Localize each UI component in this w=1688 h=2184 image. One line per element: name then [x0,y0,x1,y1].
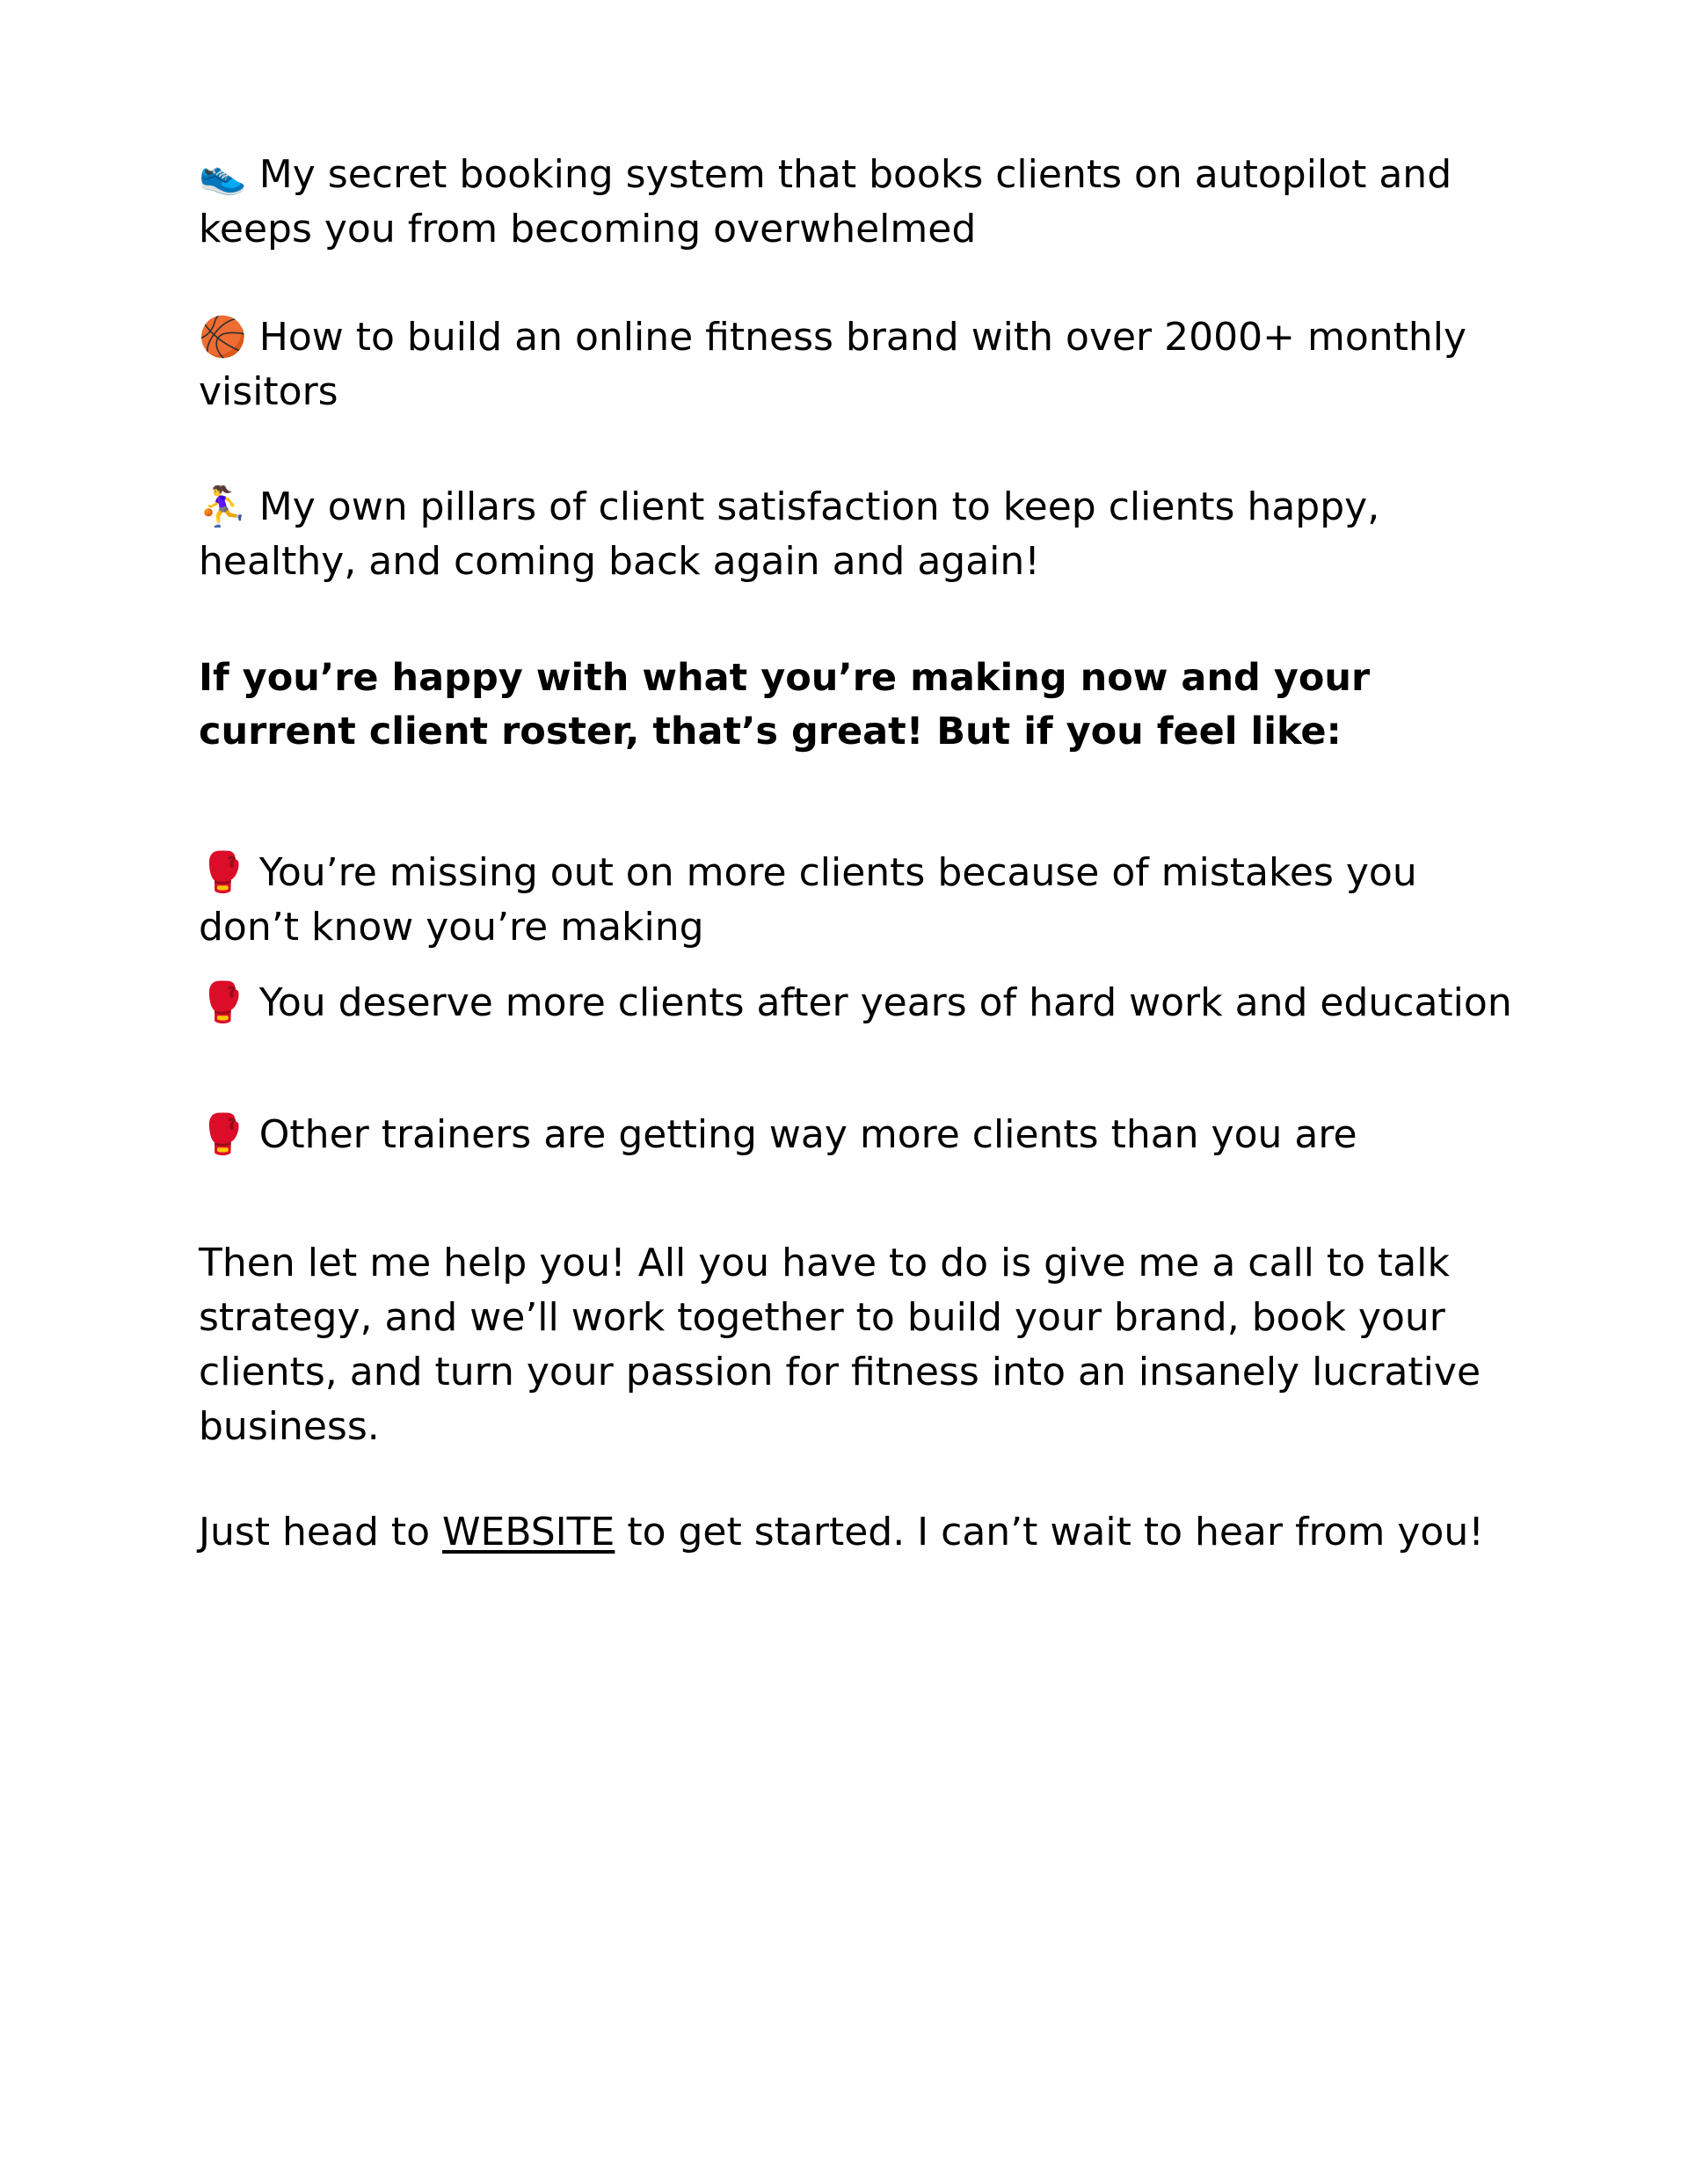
intro-bullet-3-text: My own pillars of client satisfaction to keep clients happy, healthy, and coming back again and again! [199,484,1380,584]
website-link[interactable]: WEBSITE [442,1510,615,1554]
boxing-glove-icon: 🥊 [199,1112,247,1157]
pain-bullet-2-text: You deserve more clients after years of hard work and education [258,980,1512,1025]
cta-suffix: to get started. I can’t wait to hear from you! [615,1510,1484,1554]
sneaker-icon: 👟 [199,152,247,197]
callout-heading: If you’re happy with what you’re making now and your current client roster, that’s great! But if you feel like: [199,656,1371,753]
pain-bullet-3 [199,1108,1517,1162]
pain-bullet-2 [199,976,1517,1030]
bouncing-ball-woman-icon: ⛹️‍♀️ [199,484,247,529]
intro-bullet-3 [199,480,1517,589]
cta-prefix: Just head to [199,1510,443,1554]
intro-bullet-1-text: My secret booking system that books clients on autopilot and keeps you from becoming overwhelmed [199,152,1452,251]
intro-bullet-2-text: How to build an online fitness brand with over 2000+ monthly visitors [199,315,1467,414]
intro-bullet-2 [199,310,1517,419]
cta-paragraph [199,1505,1517,1560]
offer-paragraph: Then let me help you! All you have to do is give me a call to talk strategy, and we’ll work together to build your brand, book your clients, and turn your passion for fitness into an insanely lucrative business. [199,1241,1481,1449]
intro-bullet-1 [199,148,1517,257]
boxing-glove-icon: 🥊 [199,980,247,1025]
pain-bullet-1-text: You’re missing out on more clients because of mistakes you don’t know you’re making [199,850,1417,950]
pain-bullet-1 [199,846,1517,955]
boxing-glove-icon: 🥊 [199,850,247,895]
basketball-icon: 🏀 [199,315,247,360]
pain-bullet-3-text: Other trainers are getting way more clients than you are [258,1112,1357,1157]
